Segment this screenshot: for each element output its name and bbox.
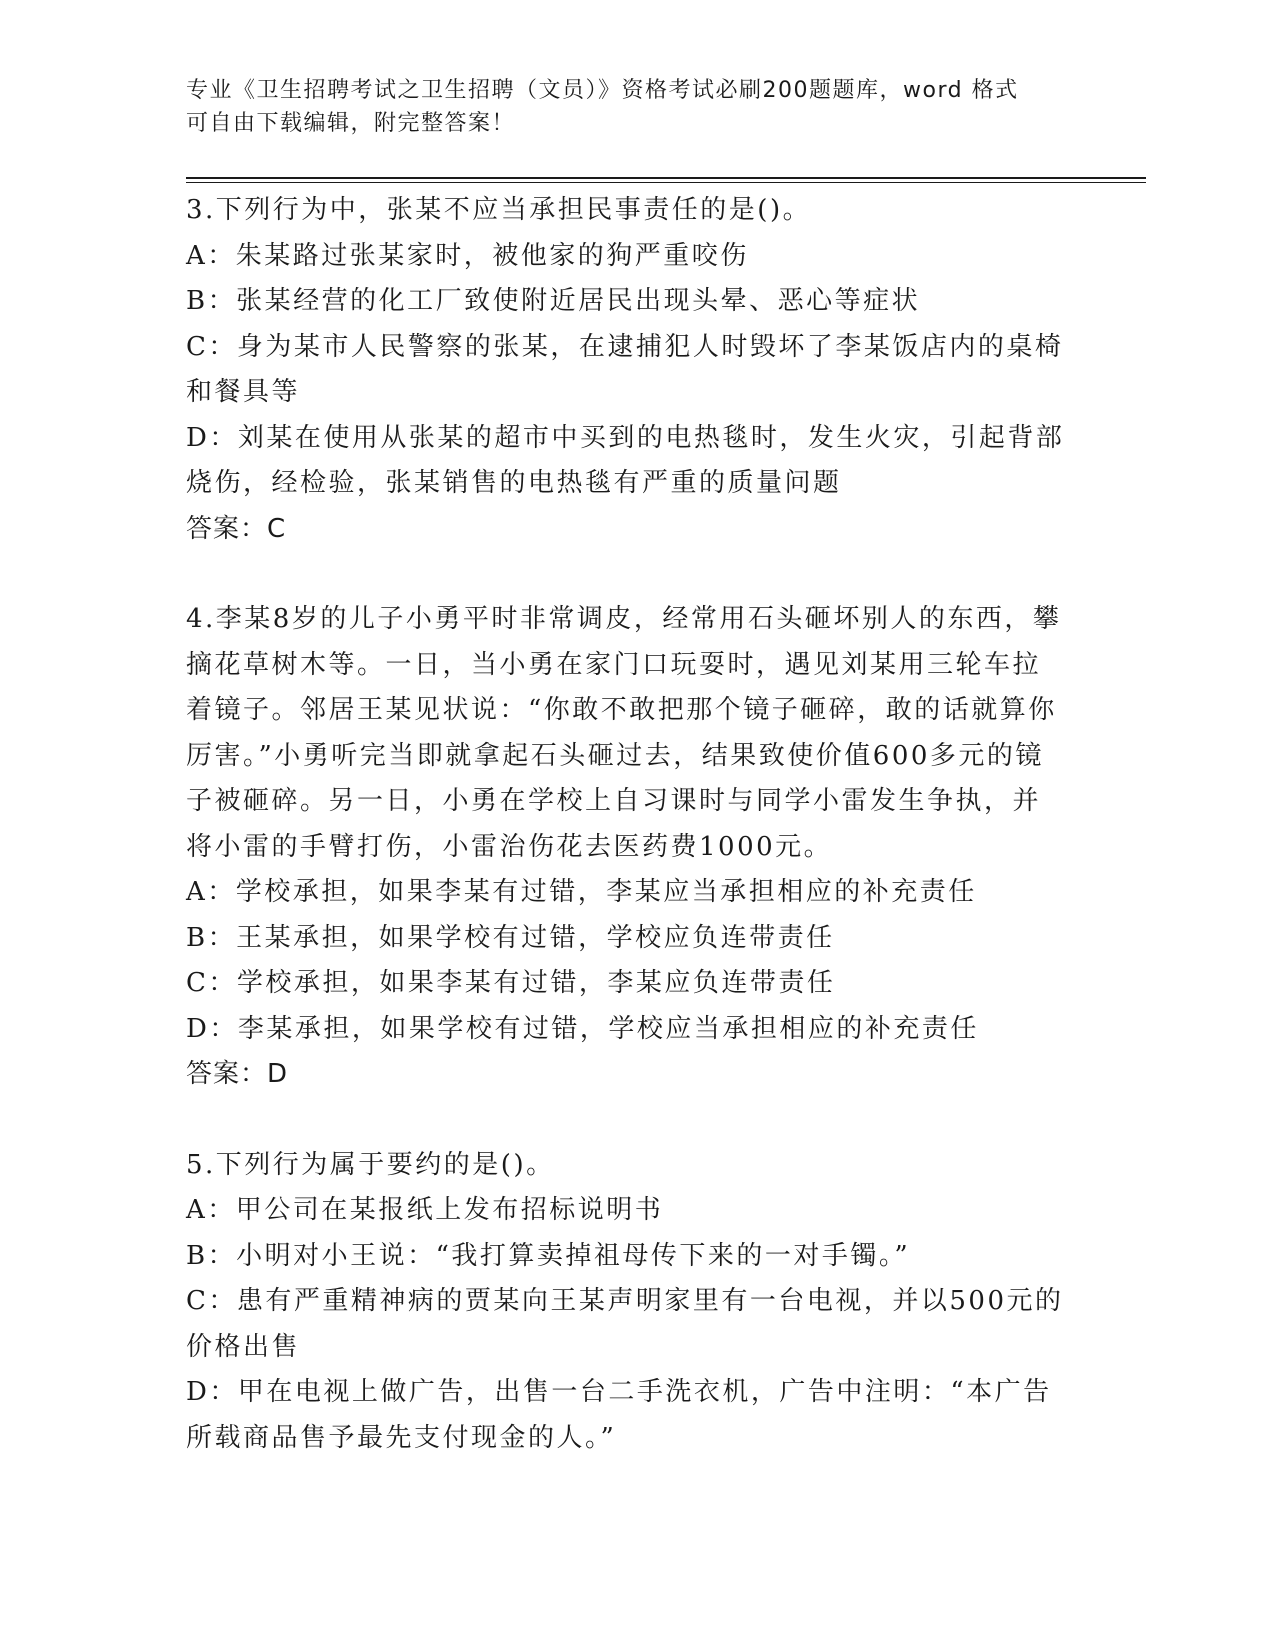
option-b: B：小明对小王说：“我打算卖掉祖母传下来的一对手镯。” (186, 1240, 911, 1271)
option-c: C：身为某市人民警察的张某，在逮捕犯人时毁坏了李某饭店内的桌椅和餐具等 (186, 331, 1064, 407)
header-line-2: 可自由下载编辑，附完整答案！ (186, 111, 516, 136)
header-rule-thick (186, 177, 1146, 179)
option-b: B：张某经营的化工厂致使附近居民出现头晕、恶心等症状 (186, 286, 921, 316)
question-4 (186, 597, 1066, 1098)
header-rule-thin (186, 182, 1146, 183)
option-d: D：甲在电视上做广告，出售一台二手洗衣机，广告中注明：“本广告所载商品售予最先支付现金的人。” (186, 1377, 1052, 1453)
question-spacer (186, 1098, 1066, 1143)
option-b: B：王某承担，如果学校有过错，学校应负连带责任 (186, 922, 835, 953)
option-a: A：朱某路过张某家时，被他家的狗严重咬伤 (186, 240, 749, 271)
question-3 (186, 188, 1066, 552)
question-stem: 4.李某8岁的儿子小勇平时非常调皮，经常用石头砸坏别人的东西，攀摘花草树木等。一日，当小勇在家门口玩耍时，遇见刘某用三轮车拉着镜子。邻居王某见状说：“你敢不敢把那个镜子砸碎，敢的话就算你厉害。”小勇听完当即就拿起石头砸过去，结果致使价值600多元的镜子被砸碎。另一日，小勇在学校上自习课时与同学小雷发生争执，并将小雷的手臂打伤，小雷治伤花去医药费1000元。 (186, 604, 1062, 862)
question-spacer (186, 552, 1066, 597)
answer-line: 答案：C (186, 513, 287, 544)
question-list (186, 188, 1066, 1461)
option-c: C：患有严重精神病的贾某向王某声明家里有一台电视，并以500元的价格出售 (186, 1286, 1064, 1362)
page-header (186, 74, 1066, 140)
question-5 (186, 1143, 1066, 1462)
question-stem: 3.下列行为中，张某不应当承担民事责任的是()。 (186, 195, 812, 225)
option-a: A：甲公司在某报纸上发布招标说明书 (186, 1195, 664, 1225)
option-d: D：刘某在使用从张某的超市中买到的电热毯时，发生火灾，引起背部烧伤，经检验，张某销售的电热毯有严重的质量问题 (186, 422, 1065, 498)
answer-line: 答案：D (186, 1059, 289, 1089)
option-a: A：学校承担，如果李某有过错，李某应当承担相应的补充责任 (186, 877, 977, 907)
question-stem: 5.下列行为属于要约的是()。 (186, 1149, 555, 1180)
option-c: C：学校承担，如果李某有过错，李某应负连带责任 (186, 968, 836, 998)
header-line-1: 专业《卫生招聘考试之卫生招聘（文员）》资格考试必刷200题题库，word 格式 (186, 78, 1019, 103)
option-d: D：李某承担，如果学校有过错，学校应当承担相应的补充责任 (186, 1013, 979, 1044)
